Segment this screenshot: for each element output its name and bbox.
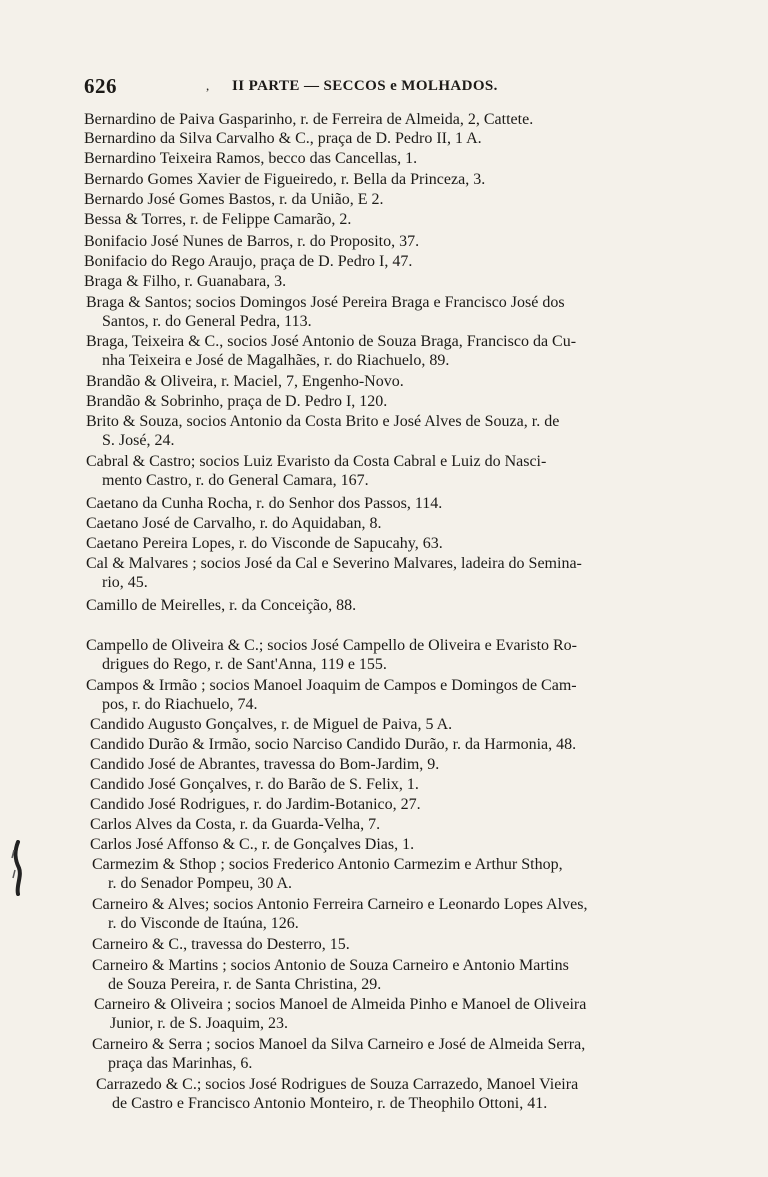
entry-line: Braga, Teixeira & C., socios José Antonio de Souza Braga, Francisco da Cu- <box>86 333 577 350</box>
entry-continuation-line: rio, 45. <box>102 574 148 591</box>
entry-line: Candido José de Abrantes, travessa do Bom-Jardim, 9. <box>90 756 440 773</box>
entry-line: Caetano José de Carvalho, r. do Aquidaban, 8. <box>86 515 382 532</box>
entry-line: Bernardino da Silva Carvalho & C., praça de D. Pedro II, 1 A. <box>84 130 482 147</box>
entry <box>84 272 286 291</box>
entry-line: Bessa & Torres, r. de Felippe Camarão, 2. <box>84 211 352 228</box>
entry-line: Candido Durão & Irmão, socio Narciso Candido Durão, r. da Harmonia, 48. <box>90 736 577 753</box>
entry-line: Carneiro & Serra ; socios Manoel da Silva Carneiro e José de Almeida Serra, <box>92 1036 586 1053</box>
entry-line: Bernardo Gomes Xavier de Figueiredo, r. Bella da Princeza, 3. <box>84 171 486 188</box>
entry-line: Braga & Santos; socios Domingos José Pereira Braga e Francisco José dos <box>86 294 565 311</box>
margin-ink-mark <box>6 840 26 896</box>
entry <box>86 412 559 450</box>
entry-line: Campos & Irmão ; socios Manoel Joaquim de Campos e Domingos de Cam- <box>86 677 577 694</box>
entry-line: Carneiro & Oliveira ; socios Manoel de Almeida Pinho e Manoel de Oliveira <box>94 996 587 1013</box>
entry-continuation-line: nha Teixeira e José de Magalhães, r. do Riachuelo, 89. <box>102 352 450 369</box>
entry-line: Camillo de Meirelles, r. da Conceição, 88. <box>86 597 357 614</box>
entry-line: Bonifacio José Nunes de Barros, r. do Proposito, 37. <box>84 233 420 250</box>
entry <box>86 372 404 391</box>
entry <box>90 835 414 854</box>
page-number: 626 <box>84 74 117 98</box>
entry <box>84 232 419 251</box>
entry-continuation-line: pos, r. do Riachuelo, 74. <box>102 696 258 713</box>
entry <box>86 293 565 331</box>
entry-continuation-line: de Souza Pereira, r. de Santa Christina, 29. <box>108 976 382 993</box>
entry-continuation-line: S. José, 24. <box>102 432 175 449</box>
entry <box>92 895 587 933</box>
entry <box>90 735 576 754</box>
entry-line: Bonifacio do Rego Araujo, praça de D. Pedro I, 47. <box>84 253 413 270</box>
entry-line: Bernardino de Paiva Gasparinho, r. de Ferreira de Almeida, 2, Cattete. <box>84 111 534 128</box>
entry <box>86 596 356 615</box>
entry <box>84 110 533 129</box>
entry <box>86 514 382 533</box>
entry-line: Carlos José Affonso & C., r. de Gonçalves Dias, 1. <box>90 836 415 853</box>
entry <box>86 332 576 370</box>
entry-line: Carneiro & C., travessa do Desterro, 15. <box>92 936 350 953</box>
entry-line: Carneiro & Martins ; socios Antonio de Souza Carneiro e Antonio Martins <box>92 957 569 974</box>
entry-continuation-line: Junior, r. de S. Joaquim, 23. <box>110 1015 289 1032</box>
entry-continuation-line: Santos, r. do General Pedra, 113. <box>102 313 312 330</box>
entry-continuation-line: de Castro e Francisco Antonio Monteiro, r. de Theophilo Ottoni, 41. <box>112 1095 548 1112</box>
entry <box>84 129 482 148</box>
entry-line: Bernardino Teixeira Ramos, becco das Cancellas, 1. <box>84 150 418 167</box>
entry-line: Brandão & Sobrinho, praça de D. Pedro I, 120. <box>86 393 388 410</box>
entry <box>86 452 546 490</box>
entry <box>90 795 421 814</box>
entry-continuation-line: r. do Visconde de Itaúna, 126. <box>108 915 299 932</box>
entry <box>92 855 563 893</box>
entry-line: Cal & Malvares ; socios José da Cal e Severino Malvares, ladeira do Semina- <box>86 555 582 572</box>
entry-line: Carrazedo & C.; socios José Rodrigues de Souza Carrazedo, Manoel Vieira <box>96 1076 579 1093</box>
entry <box>90 815 380 834</box>
entry-continuation-line: praça das Marinhas, 6. <box>108 1055 253 1072</box>
entry <box>84 190 384 209</box>
entry-continuation-line: r. do Senador Pompeu, 30 A. <box>108 875 292 892</box>
entry-line: Carneiro & Alves; socios Antonio Ferreira Carneiro e Leonardo Lopes Alves, <box>92 896 588 913</box>
header-mark: , <box>206 78 210 93</box>
entry-line: Braga & Filho, r. Guanabara, 3. <box>84 273 287 290</box>
entry-line: Candido José Rodrigues, r. do Jardim-Botanico, 27. <box>90 796 421 813</box>
entry <box>86 494 442 513</box>
entry <box>94 995 586 1033</box>
entry <box>86 534 443 553</box>
entry <box>86 676 577 714</box>
entry <box>92 1035 585 1073</box>
entry <box>92 935 350 954</box>
entry-line: Candido José Gonçalves, r. do Barão de S. Felix, 1. <box>90 776 419 793</box>
entry-line: Candido Augusto Gonçalves, r. de Miguel de Paiva, 5 A. <box>90 716 453 733</box>
entry-line: Campello de Oliveira & C.; socios José Campello de Oliveira e Evaristo Ro- <box>86 637 578 654</box>
entry-line: Brito & Souza, socios Antonio da Costa Brito e José Alves de Souza, r. de <box>86 413 560 430</box>
entry <box>84 149 417 168</box>
page-header <box>84 74 724 100</box>
entry-continuation-line: mento Castro, r. do General Camara, 167. <box>102 472 369 489</box>
entry <box>84 252 412 271</box>
section-title: II PARTE — SECCOS e MOLHADOS. <box>232 78 498 94</box>
entry-line: Brandão & Oliveira, r. Maciel, 7, Engenho-Novo. <box>86 373 404 390</box>
entry <box>92 956 569 994</box>
entry-line: Cabral & Castro; socios Luiz Evaristo da Costa Cabral e Luiz do Nasci- <box>86 453 547 470</box>
entry <box>84 170 485 189</box>
entry-line: Carlos Alves da Costa, r. da Guarda-Velha, 7. <box>90 816 381 833</box>
entry-line: Caetano da Cunha Rocha, r. do Senhor dos Passos, 114. <box>86 495 443 512</box>
entry <box>90 755 439 774</box>
entry-line: Carmezim & Sthop ; socios Frederico Antonio Carmezim e Arthur Sthop, <box>92 856 563 873</box>
entry <box>96 1075 578 1113</box>
entry <box>86 392 387 411</box>
entry <box>90 775 419 794</box>
entry <box>86 554 582 592</box>
entry <box>86 636 577 674</box>
entry-line: Bernardo José Gomes Bastos, r. da União, E 2. <box>84 191 384 208</box>
entry <box>84 210 351 229</box>
entry <box>90 715 452 734</box>
entry-line: Caetano Pereira Lopes, r. do Visconde de Sapucahy, 63. <box>86 535 443 552</box>
entry-continuation-line: drigues do Rego, r. de Sant'Anna, 119 e 155. <box>102 656 387 673</box>
